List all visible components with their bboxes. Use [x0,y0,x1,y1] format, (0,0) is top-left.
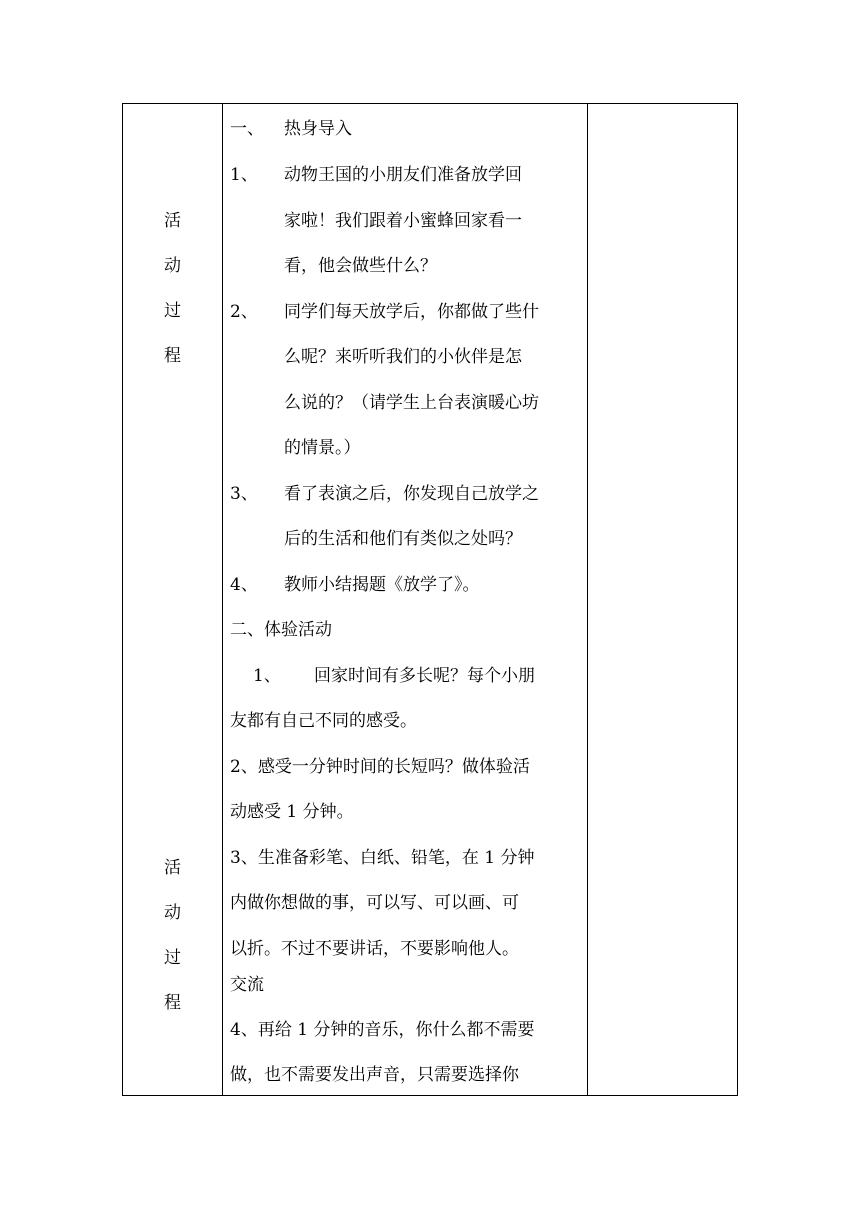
paragraph-line: 回家时间有多长呢？每个小朋 [314,666,535,686]
item-number: 4、 [230,575,258,595]
paragraph-line: 同学们每天放学后，你都做了些什 [284,302,539,322]
paragraph-line: 3、生准备彩笔、白纸、铅笔，在 1 分钟 [230,848,535,868]
section-heading: 二、体验活动 [230,620,332,640]
label-char: 过 [164,948,181,968]
label-char: 动 [164,256,181,276]
paragraph-line: 交流 [230,975,264,995]
paragraph-line: 2、感受一分钟时间的长短吗？做体验活 [230,757,530,777]
paragraph-line: 以折。不过不要讲话，不要影响他人。 [230,939,519,959]
section-number: 一、 [230,119,264,139]
paragraph-line: 么说的？（请学生上台表演暖心坊 [284,393,539,413]
paragraph-line: 4、再给 1 分钟的音乐，你什么都不需要 [230,1020,535,1040]
column-divider [222,104,223,1095]
item-number: 2、 [230,302,258,322]
paragraph-line: 动感受 1 分钟。 [230,802,354,822]
paragraph-line: 后的生活和他们有类似之处吗？ [284,529,522,549]
paragraph-line: 友都有自己不同的感受。 [230,711,417,731]
paragraph-line: 看，他会做些什么？ [284,256,437,276]
section-heading: 热身导入 [284,119,352,139]
label-char: 动 [164,903,181,923]
label-char: 程 [164,346,181,366]
paragraph-line: 看了表演之后，你发现自己放学之 [284,484,539,504]
lesson-table [122,103,738,1096]
column-divider [587,104,588,1095]
item-number: 3、 [230,484,258,504]
paragraph-line: 内做你想做的事，可以写、可以画、可 [230,893,519,913]
paragraph-line: 么呢？来听听我们的小伙伴是怎 [284,347,522,367]
item-number: 1、 [230,165,258,185]
paragraph-line: 动物王国的小朋友们准备放学回 [284,165,522,185]
paragraph-line: 做，也不需要发出声音，只需要选择你 [230,1065,519,1085]
paragraph-line: 的情景。） [284,438,361,458]
paragraph-line: 家啦！我们跟着小蜜蜂回家看一 [284,211,522,231]
label-char: 过 [164,301,181,321]
label-char: 程 [164,993,181,1013]
label-char: 活 [164,211,181,231]
activity-process-label [123,846,222,1026]
paragraph-line: 教师小结揭题《放学了》。 [284,575,480,595]
item-number: 1、 [253,666,281,686]
activity-process-label [123,199,222,379]
label-char: 活 [164,858,181,878]
